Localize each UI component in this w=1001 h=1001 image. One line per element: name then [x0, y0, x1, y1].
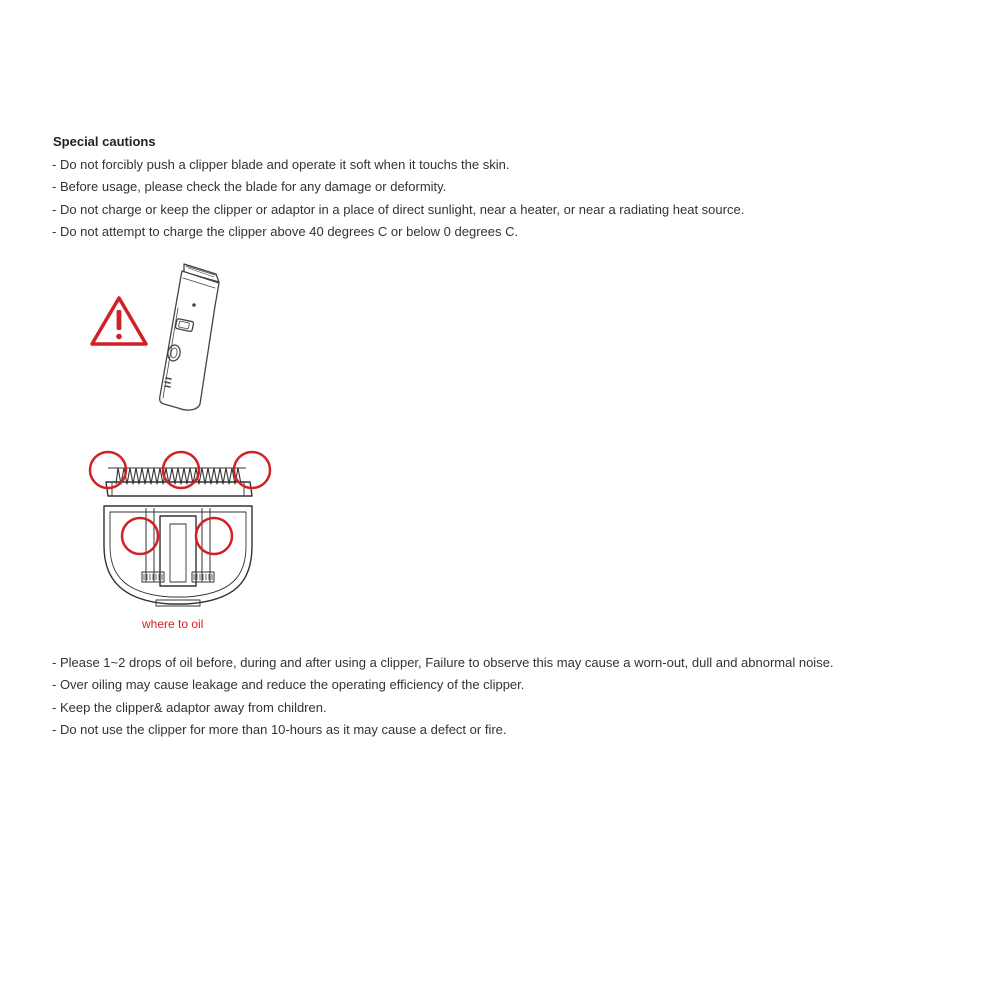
oil-point-marker: [196, 518, 232, 554]
warning-triangle-icon: [92, 298, 146, 344]
list-item: - Do not attempt to charge the clipper above 40 degrees C or below 0 degrees C.: [52, 224, 519, 240]
list-item: - Do not forcibly push a clipper blade and operate it soft when it touchs the skin.: [52, 157, 510, 172]
list-item: - Do not charge or keep the clipper or adaptor in a place of direct sunlight, near a heater, or near a radiating heat source.: [52, 201, 745, 217]
oil-point-marker: [122, 518, 158, 554]
oil-point-markers: [90, 452, 270, 554]
clipper-blade-diagram: [86, 446, 276, 612]
caution-list: [52, 154, 744, 244]
list-item: - Do not use the clipper for more than 10-hours as it may cause a defect or fire.: [52, 722, 507, 738]
list-item: - Please 1~2 drops of oil before, during and after using a clipper, Failure to observe this may cause a worn-out, dull and abnormal noise.: [52, 655, 834, 670]
list-item: - Keep the clipper& adaptor away from children.: [52, 699, 327, 715]
list-item: - Before usage, please check the blade for any damage or deformity.: [52, 179, 447, 195]
clipper-warning-figure: [88, 258, 228, 416]
section-title: Special cautions: [53, 134, 156, 149]
oiling-list: [52, 652, 834, 742]
hair-clipper-icon: [160, 264, 219, 410]
list-item: - Over oiling may cause leakage and reduce the operating efficiency of the clipper.: [52, 677, 525, 693]
oil-caption: where to oil: [142, 617, 204, 631]
oil-point-marker: [234, 452, 270, 488]
